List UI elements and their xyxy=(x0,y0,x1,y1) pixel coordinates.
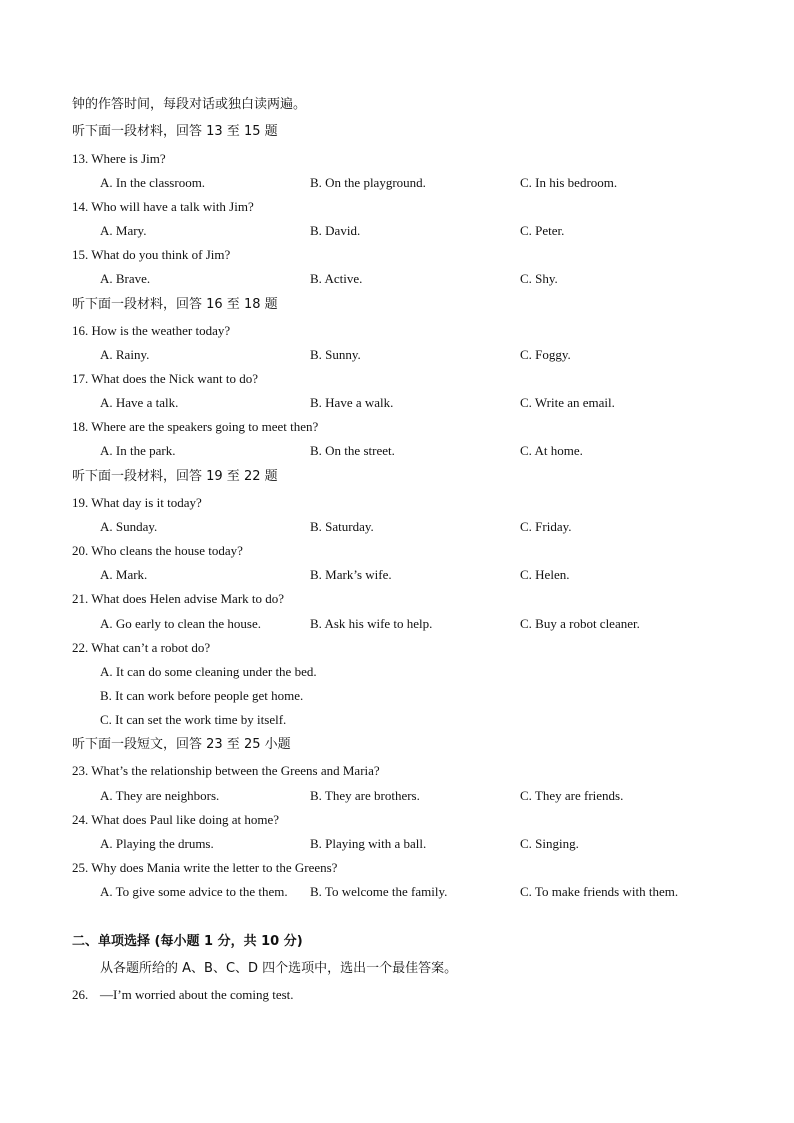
question-stem: 23. What’s the relationship between the Greens and Maria? xyxy=(72,763,380,778)
question-stem: 13. Where is Jim? xyxy=(72,151,166,166)
option-a: A. Sunday. xyxy=(100,519,158,534)
option-a: A. In the park. xyxy=(100,443,176,458)
option-b: B. David. xyxy=(310,223,361,238)
intro-text: 钟的作答时间，每段对话或独白读两遍。 xyxy=(72,97,307,112)
question-stem: 14. Who will have a talk with Jim? xyxy=(72,199,254,214)
option-b: B. On the street. xyxy=(310,443,395,458)
question-stem: 18. Where are the speakers going to meet then? xyxy=(72,419,319,434)
option-b: B. Active. xyxy=(310,271,363,286)
option-b: B. Have a walk. xyxy=(310,395,394,410)
option-a: A. Mark. xyxy=(100,567,148,582)
option-a: A. Brave. xyxy=(100,271,151,286)
section-header: 听下面一段短文，回答 23 至 25 小题 xyxy=(72,737,291,752)
option-c: C. Peter. xyxy=(520,223,565,238)
option-a: A. Playing the drums. xyxy=(100,836,214,851)
option-c: C. They are friends. xyxy=(520,788,624,803)
question-stem: 21. What does Helen advise Mark to do? xyxy=(72,591,285,606)
option-b: B. Mark’s wife. xyxy=(310,567,392,582)
question-stem: 15. What do you think of Jim? xyxy=(72,247,231,262)
option-c: C. It can set the work time by itself. xyxy=(100,712,287,727)
option-c: C. Buy a robot cleaner. xyxy=(520,616,640,631)
option-c: C. Shy. xyxy=(520,271,558,286)
option-b: B. Saturday. xyxy=(310,519,374,534)
option-c: C. To make friends with them. xyxy=(520,884,679,899)
option-a: A. Rainy. xyxy=(100,347,150,362)
question-stem: 19. What day is it today? xyxy=(72,495,202,510)
question-stem: 25. Why does Mania write the letter to the Greens? xyxy=(72,860,338,875)
option-b: B. Sunny. xyxy=(310,347,361,362)
option-a: A. In the classroom. xyxy=(100,175,206,190)
question-stem: 22. What can’t a robot do? xyxy=(72,640,211,655)
section-header: 听下面一段材料，回答 13 至 15 题 xyxy=(72,124,278,139)
part-instruction: 从各题所给的 A、B、C、D 四个选项中，选出一个最佳答案。 xyxy=(100,961,458,976)
section-header: 听下面一段材料，回答 19 至 22 题 xyxy=(72,469,278,484)
question-stem: 17. What does the Nick want to do? xyxy=(72,371,259,386)
question-stem: 16. How is the weather today? xyxy=(72,323,231,338)
question-stem: 24. What does Paul like doing at home? xyxy=(72,812,279,827)
option-a: A. Go early to clean the house. xyxy=(100,616,262,631)
question-stem: 20. Who cleans the house today? xyxy=(72,543,243,558)
option-a: A. Mary. xyxy=(100,223,147,238)
option-a: A. To give some advice to the them. xyxy=(100,884,288,899)
option-b: B. On the playground. xyxy=(310,175,426,190)
option-a: A. They are neighbors. xyxy=(100,788,220,803)
question-number: 26. xyxy=(72,987,89,1002)
part-title: 二、单项选择 (每小题 1 分，共 10 分) xyxy=(72,934,303,949)
option-c: C. Foggy. xyxy=(520,347,571,362)
option-b: B. Playing with a ball. xyxy=(310,836,427,851)
option-b: B. It can work before people get home. xyxy=(100,688,304,703)
option-c: C. At home. xyxy=(520,443,583,458)
option-c: C. Write an email. xyxy=(520,395,615,410)
option-b: B. They are brothers. xyxy=(310,788,420,803)
section-header: 听下面一段材料，回答 16 至 18 题 xyxy=(72,297,278,312)
option-c: C. Singing. xyxy=(520,836,579,851)
question-stem: —I’m worried about the coming test. xyxy=(100,987,294,1002)
option-a: A. It can do some cleaning under the bed. xyxy=(100,664,317,679)
option-b: B. Ask his wife to help. xyxy=(310,616,433,631)
option-c: C. Friday. xyxy=(520,519,572,534)
option-c: C. Helen. xyxy=(520,567,570,582)
option-b: B. To welcome the family. xyxy=(310,884,448,899)
option-c: C. In his bedroom. xyxy=(520,175,618,190)
option-a: A. Have a talk. xyxy=(100,395,179,410)
